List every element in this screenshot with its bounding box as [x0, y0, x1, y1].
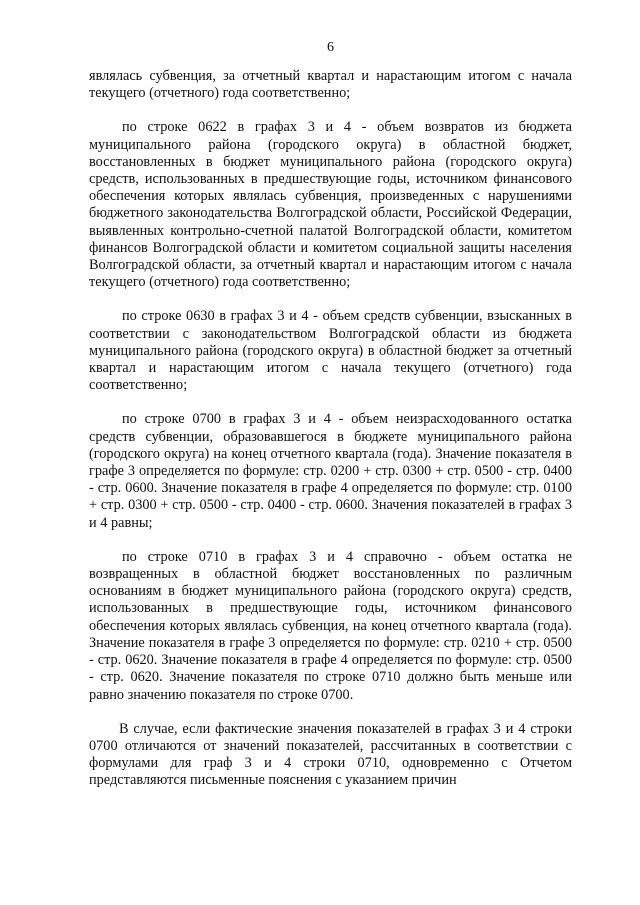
paragraph-continuation: являлась субвенция, за отчетный квартал и нарастающим итогом с начала текущего (отчетного) года соответственно; [89, 68, 572, 102]
paragraph-line-0622: по строке 0622 в графах 3 и 4 - объем возвратов из бюджета муниципального района (городского округа) в областной бюджет, восстановленных в бюджет муниципального района (городского округа) средств, использованных в предшествующие годы, источником финансового обеспечения которых являлась субвенция, произведенных с нарушениями бюджетного законодательства Волгоградской области, Российской Федерации, выявленных контрольно-счетной палатой Волгоградской области, комитетом финансов Волгоградской области и комитетом социальной защиты населения Волгоградской области, за отчетный квартал и нарастающим итогом с начала текущего (отчетного) года соответственно; [89, 119, 572, 291]
paragraph-line-0700: по строке 0700 в графах 3 и 4 - объем неизрасходованного остатка средств субвенции, образовавшегося в бюджете муниципального района (городского округа) на конец отчетного квартала (года). Значение показателя в графе 3 определяется по формуле: стр. 0200 + стр. 0300 + стр. 0500 - стр. 0400 - стр. 0600. Значение показателя в графе 4 определяется по формуле: стр. 0100 + стр. 0300 + стр. 0500 - стр. 0400 - стр. 0600. Значения показателей в графах 3 и 4 равны; [89, 411, 572, 531]
paragraph-line-0710: по строке 0710 в графах 3 и 4 справочно - объем остатка не возвращенных в областной бюджет восстановленных по различным основаниям в бюджет муниципального района (городского округа) средств, использованных в предшествующие годы, источником финансового обеспечения которых являлась субвенция, на конец отчетного квартала (года). Значение показателя в графе 3 определяется по формуле: стр. 0210 + стр. 0500 - стр. 0620. Значение показателя в графе 4 определяется по формуле: стр. 0500 - стр. 0620. Значение показателя по строке 0710 должно быть меньше или равно значению показателя по строке 0700. [89, 548, 572, 703]
paragraph-line-0630: по строке 0630 в графах 3 и 4 - объем средств субвенции, взысканных в соответствии с законодательством Волгоградской области из бюджета муниципального района (городского округа) в областной бюджет за отчетный квартал и нарастающим итогом с начала текущего (отчетного) года соответственно; [89, 308, 572, 394]
paragraph-discrepancy-note: В случае, если фактические значения показателей в графах 3 и 4 строки 0700 отличаются от значений показателей, рассчитанных в соответствии с формулами для граф 3 и 4 строки 0710, одновременно с Отчетом представляются письменные пояснения с указанием причин [89, 720, 572, 789]
page-number: 6 [327, 40, 334, 55]
